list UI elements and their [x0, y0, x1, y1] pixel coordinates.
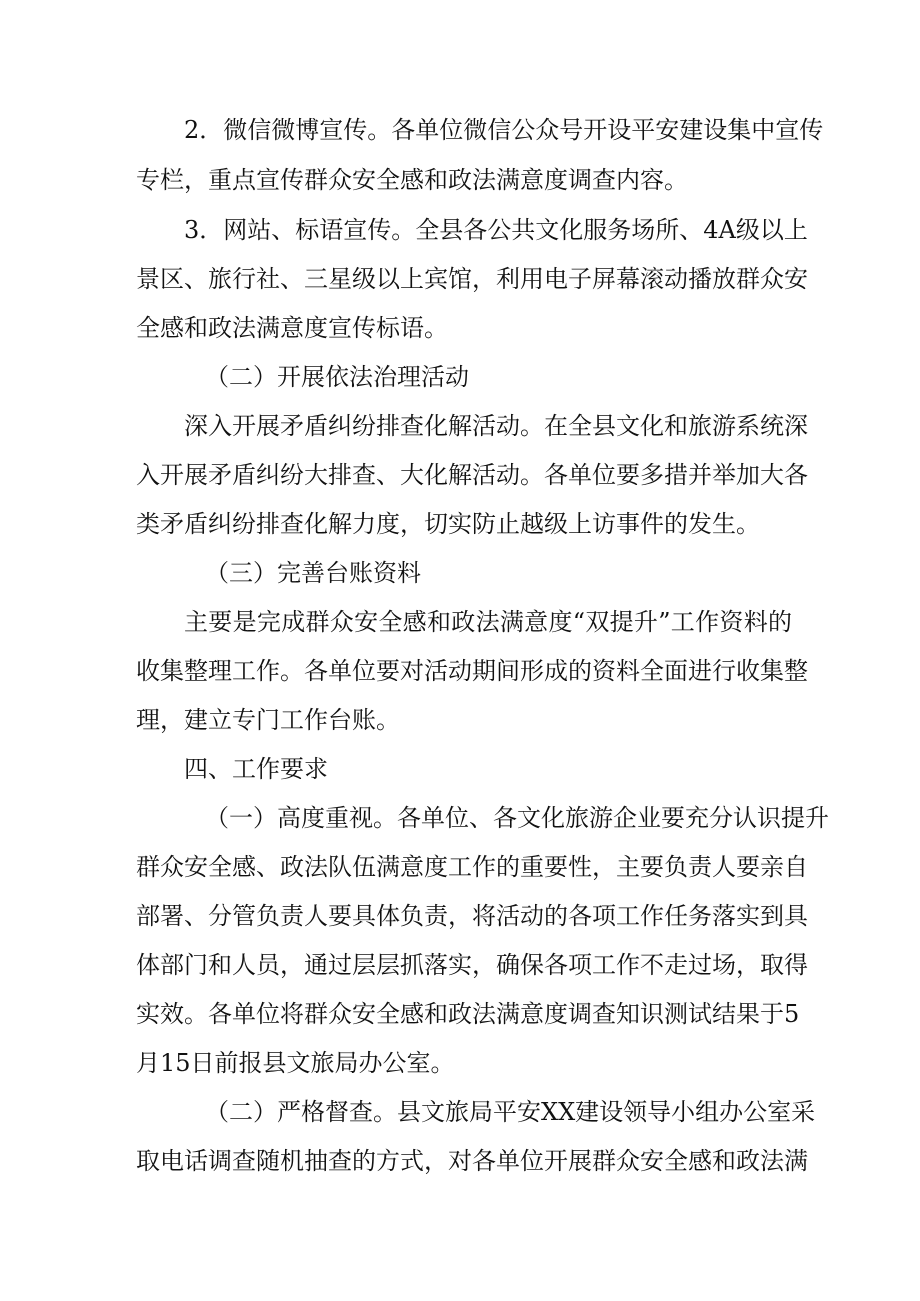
- paragraph-line: 3．网站、标语宣传。全县各公共文化服务场所、4A级以上: [184, 216, 808, 244]
- paragraph-line: 主要是完成群众安全感和政法满意度“双提升”工作资料的: [184, 608, 792, 636]
- paragraph-line: 月15日前报县文旅局办公室。: [136, 1049, 455, 1077]
- chapter-heading: 四、工作要求: [184, 755, 328, 783]
- paragraph-line: 取电话调查随机抽查的方式，对各单位开展群众安全感和政法满: [136, 1147, 808, 1175]
- section-heading: （二）开展依法治理活动: [205, 363, 469, 391]
- section-heading: （三）完善台账资料: [205, 559, 421, 587]
- paragraph-line: 类矛盾纠纷排查化解力度，切实防止越级上访事件的发生。: [136, 510, 760, 538]
- paragraph-line: 2．微信微博宣传。各单位微信公众号开设平安建设集中宣传: [184, 116, 824, 144]
- paragraph-line: （二）严格督查。县文旅局平安XX建设领导小组办公室采: [205, 1098, 816, 1126]
- paragraph-line: 景区、旅行社、三星级以上宾馆，利用电子屏幕滚动播放群众安: [136, 265, 808, 293]
- paragraph-line: 收集整理工作。各单位要对活动期间形成的资料全面进行收集整: [136, 657, 808, 685]
- paragraph-line: （一）高度重视。各单位、各文化旅游企业要充分认识提升: [205, 804, 829, 832]
- paragraph-line: 部署、分管负责人要具体负责，将活动的各项工作任务落实到具: [136, 902, 808, 930]
- paragraph-line: 理，建立专门工作台账。: [136, 706, 400, 734]
- paragraph-line: 实效。各单位将群众安全感和政法满意度调查知识测试结果于5: [136, 1000, 800, 1028]
- paragraph-line: 入开展矛盾纠纷大排查、大化解活动。各单位要多措并举加大各: [136, 461, 808, 489]
- paragraph-line: 全感和政法满意度宣传标语。: [136, 314, 448, 342]
- paragraph-line: 群众安全感、政法队伍满意度工作的重要性，主要负责人要亲自: [136, 853, 808, 881]
- paragraph-line: 体部门和人员，通过层层抓落实，确保各项工作不走过场，取得: [136, 951, 808, 979]
- paragraph-line: 专栏，重点宣传群众安全感和政法满意度调查内容。: [136, 166, 688, 194]
- paragraph-line: 深入开展矛盾纠纷排查化解活动。在全县文化和旅游系统深: [184, 412, 808, 440]
